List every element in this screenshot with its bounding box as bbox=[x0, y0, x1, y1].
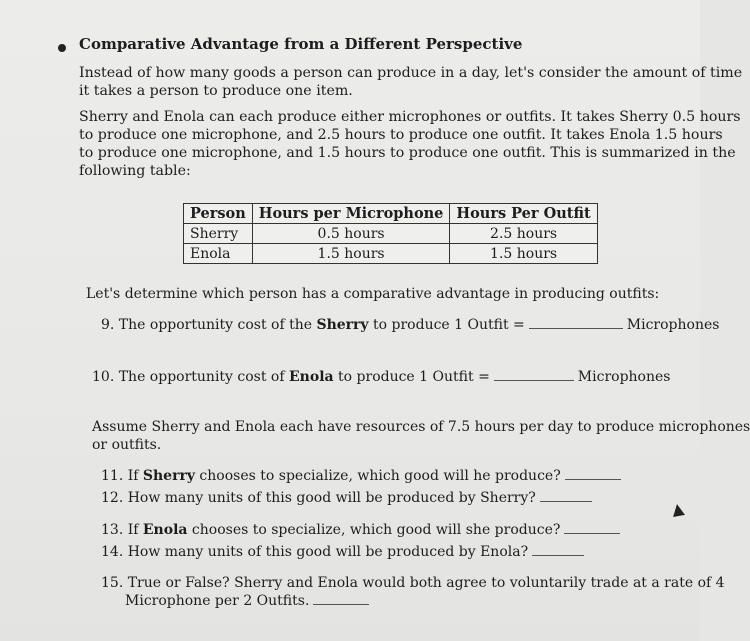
bullet-icon bbox=[58, 44, 66, 52]
intro-line: it takes a person to produce one item. bbox=[79, 83, 353, 99]
answer-blank-10[interactable] bbox=[494, 368, 574, 381]
answer-blank-15[interactable] bbox=[313, 592, 369, 605]
q10-unit: Microphones bbox=[577, 369, 671, 385]
cell-person: Sherry bbox=[184, 224, 253, 244]
section-heading: Comparative Advantage from a Different Perspective bbox=[79, 35, 523, 53]
header-hours-microphone: Hours per Microphone bbox=[252, 204, 450, 224]
question-14: 14. How many units of this good will be produced by Enola? bbox=[101, 543, 588, 560]
answer-blank-13[interactable] bbox=[564, 521, 620, 534]
table-header-row bbox=[184, 204, 598, 224]
cell-microphone-hours: 1.5 hours bbox=[252, 244, 450, 264]
intro-paragraph bbox=[79, 64, 743, 100]
cell-outfit-hours: 1.5 hours bbox=[450, 244, 597, 264]
cell-outfit-hours: 2.5 hours bbox=[450, 224, 597, 244]
question-10: 10. The opportunity cost of Enola to produce 1 Outfit = Microphones bbox=[92, 369, 671, 385]
answer-blank-11[interactable] bbox=[565, 467, 621, 480]
intro-line: Instead of how many goods a person can produce in a day, let's consider the amount of time bbox=[79, 65, 743, 81]
question-11: 11. If Sherry chooses to specialize, which good will he produce? bbox=[101, 467, 625, 484]
description-paragraph bbox=[79, 108, 741, 180]
assumption-paragraph bbox=[92, 418, 750, 454]
assume-line: Assume Sherry and Enola each have resources of 7.5 hours per day to produce microphones bbox=[92, 419, 750, 435]
para-line: to produce one microphone, and 1.5 hours to produce one outfit. This is summarized in the bbox=[79, 145, 736, 161]
question-13: 13. If Enola chooses to specialize, which good will she produce? bbox=[101, 521, 624, 538]
assume-line: or outfits. bbox=[92, 437, 162, 453]
cell-person: Enola bbox=[184, 244, 253, 264]
header-hours-outfit: Hours Per Outfit bbox=[450, 204, 597, 224]
answer-blank-12[interactable] bbox=[540, 489, 592, 502]
header-person: Person bbox=[184, 204, 253, 224]
question-15: 15. True or False? Sherry and Enola would both agree to voluntarily trade at a rate of 4 Microphone per 2 Outfits. bbox=[101, 575, 725, 609]
table-row bbox=[184, 244, 598, 264]
answer-blank-14[interactable] bbox=[532, 543, 584, 556]
question-12: 12. How many units of this good will be produced by Sherry? bbox=[101, 489, 596, 506]
para-line: following table: bbox=[79, 163, 191, 179]
prompt-text: Let's determine which person has a comparative advantage in producing outfits: bbox=[86, 286, 660, 302]
table-row bbox=[184, 224, 598, 244]
answer-blank-9[interactable] bbox=[529, 316, 623, 329]
q9-unit: Microphones bbox=[626, 317, 720, 333]
cursor-icon bbox=[671, 503, 685, 517]
cell-microphone-hours: 0.5 hours bbox=[252, 224, 450, 244]
question-9: 9. The opportunity cost of the Sherry to produce 1 Outfit = Microphones bbox=[101, 317, 720, 333]
para-line: to produce one microphone, and 2.5 hours to produce one outfit. It takes Enola 1.5 hours bbox=[79, 127, 723, 143]
para-line: Sherry and Enola can each produce either microphones or outfits. It takes Sherry 0.5 hours bbox=[79, 109, 741, 125]
production-hours-table bbox=[183, 203, 598, 264]
